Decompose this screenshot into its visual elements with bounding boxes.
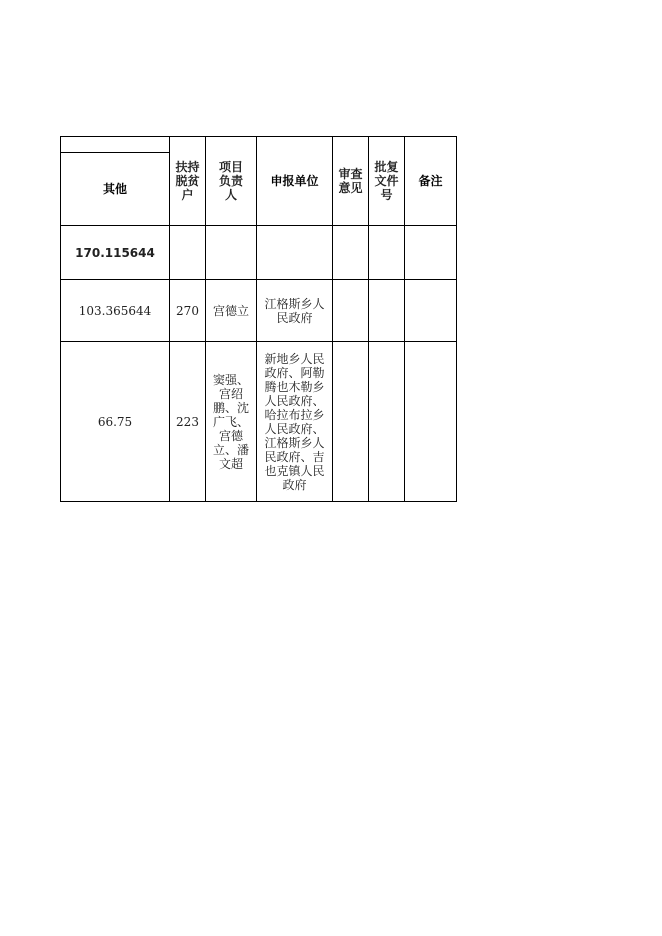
header-project-leader[interactable]: 项目负责人 — [206, 137, 257, 226]
row1-aid-households-cell[interactable]: 270 — [170, 280, 206, 342]
header-applicant-unit[interactable]: 申报单位 — [257, 137, 333, 226]
row2-applicant-unit-cell[interactable]: 新地乡人民政府、阿勒腾也木勒乡人民政府、哈拉布拉乡人民政府、江格斯乡人民政府、吉也克镇人民政府 — [257, 342, 333, 502]
row2-remarks-cell[interactable] — [405, 342, 457, 502]
header-aid-households[interactable]: 扶持脱贫户 — [170, 137, 206, 226]
total-aid-households-cell[interactable] — [170, 226, 206, 280]
row2-other-cell[interactable]: 66.75 — [61, 342, 170, 502]
total-row — [61, 226, 457, 280]
total-other-cell[interactable]: 170.115644 — [61, 226, 170, 280]
row2-approval-doc-no-cell[interactable] — [369, 342, 405, 502]
header-other[interactable]: 其他 — [61, 137, 170, 226]
header-split-line — [60, 152, 169, 153]
row2-project-leader-cell[interactable]: 窦强、宫绍鹏、沈广飞、宫德立、潘文超 — [206, 342, 257, 502]
header-approval-doc-no[interactable]: 批复文件号 — [369, 137, 405, 226]
header-review-opinion[interactable]: 审查意见 — [333, 137, 369, 226]
table-row — [61, 280, 457, 342]
header-remarks[interactable]: 备注 — [405, 137, 457, 226]
row2-review-opinion-cell[interactable] — [333, 342, 369, 502]
total-review-opinion-cell[interactable] — [333, 226, 369, 280]
total-applicant-unit-cell[interactable] — [257, 226, 333, 280]
total-approval-doc-no-cell[interactable] — [369, 226, 405, 280]
row1-approval-doc-no-cell[interactable] — [369, 280, 405, 342]
row1-applicant-unit-cell[interactable]: 江格斯乡人民政府 — [257, 280, 333, 342]
row1-remarks-cell[interactable] — [405, 280, 457, 342]
header-row — [61, 137, 457, 226]
total-project-leader-cell[interactable] — [206, 226, 257, 280]
project-table — [60, 136, 457, 502]
row1-review-opinion-cell[interactable] — [333, 280, 369, 342]
row1-project-leader-cell[interactable]: 宫德立 — [206, 280, 257, 342]
spreadsheet-region — [60, 136, 456, 501]
total-remarks-cell[interactable] — [405, 226, 457, 280]
row2-aid-households-cell[interactable]: 223 — [170, 342, 206, 502]
row1-other-cell[interactable]: 103.365644 — [61, 280, 170, 342]
table-row — [61, 342, 457, 502]
